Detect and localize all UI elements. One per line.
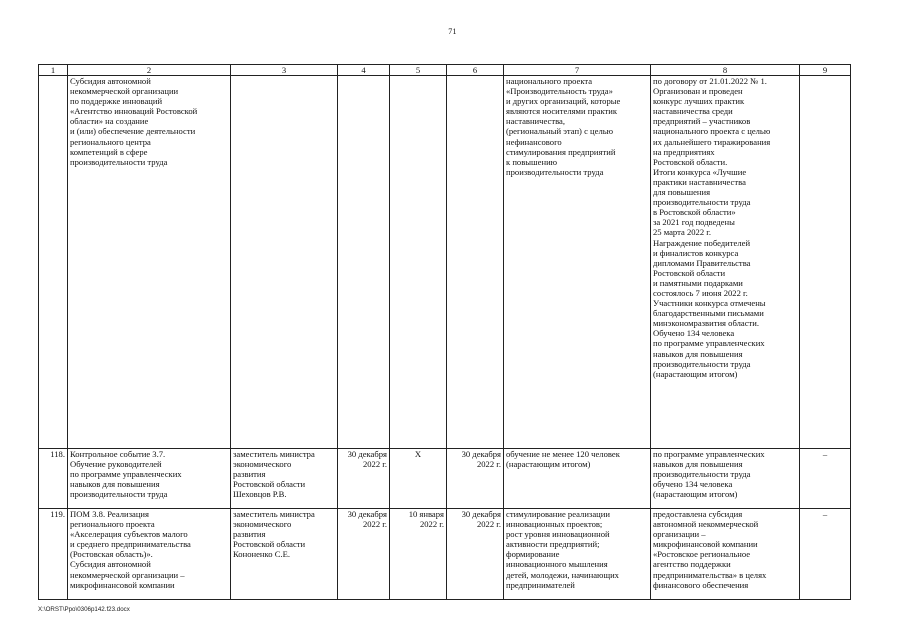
start-date-plan <box>338 76 390 449</box>
note: – <box>800 509 851 600</box>
table-row <box>39 509 851 600</box>
column-header: 5 <box>390 65 447 76</box>
column-header: 2 <box>68 65 231 76</box>
end-date <box>447 76 504 449</box>
responsible-person: заместитель министра экономического развития Ростовской области Кононенко С.Е. <box>231 509 338 600</box>
note: – <box>800 449 851 509</box>
start-date-plan: 30 декабря 2022 г. <box>338 449 390 509</box>
column-number-row <box>39 65 851 76</box>
column-header: 1 <box>39 65 68 76</box>
column-header: 6 <box>447 65 504 76</box>
row-number <box>39 76 68 449</box>
row-number: 118. <box>39 449 68 509</box>
end-date: 30 декабря 2022 г. <box>447 509 504 600</box>
row-number: 119. <box>39 509 68 600</box>
end-date: 30 декабря 2022 г. <box>447 449 504 509</box>
expected-result: обучение не менее 120 человек (нарастающим итогом) <box>504 449 651 509</box>
report-table <box>38 64 851 600</box>
event-name: Субсидия автономной некоммерческой организации по поддержке инноваций «Агентство инноваций Ростовской области» на создание и (или) обеспечение деятельности регионального центра компетенций в сфере производительности труда <box>68 76 231 449</box>
column-header: 3 <box>231 65 338 76</box>
actual-status: по договору от 21.01.2022 № 1. Организован и проведен конкурс лучших практик наставничества среди предприятий – участников национального проекта с целью их дальнейшего тиражирования на предприятиях Ростовской области. Итоги конкурса «Лучшие практики наставничества для повышения производительности труда в Ростовской области» за 2021 год подведены 25 марта 2022 г. Награждение победителей и финалистов конкурса дипломами Правительства Ростовской области и памятными подарками состоялось 7 июня 2022 г. Участники конкурса отмечены благодарственными письмами минэкономразвития области. Обучено 134 человека по программе управленческих навыков для повышения производительности труда (нарастающим итогом) <box>651 76 800 449</box>
actual-status: предоставлена субсидия автономной некоммерческой организации – микрофинансовой компании «Ростовское региональное агентство поддержки предпринимательства» в целях финансового обеспечения <box>651 509 800 600</box>
start-date-fact: Х <box>390 449 447 509</box>
note <box>800 76 851 449</box>
event-name: ПОМ 3.8. Реализация регионального проекта «Акселерация субъектов малого и среднего предпринимательства (Ростовская область)». Субсидия автономной некоммерческой организации – микрофинансовой компании <box>68 509 231 600</box>
expected-result: национального проекта «Производительность труда» и других организаций, которые являются носителями практик наставничества, (региональный этап) с целью нефинансового стимулирования предприятий к повышению производительности труда <box>504 76 651 449</box>
table-row <box>39 76 851 449</box>
file-path-footer: X:\ORST\Ppo\0306p142.f23.docx <box>38 606 130 613</box>
table-row <box>39 449 851 509</box>
actual-status: по программе управленческих навыков для повышения производительности труда обучено 134 человека (нарастающим итогом) <box>651 449 800 509</box>
start-date-fact <box>390 76 447 449</box>
page-number: 71 <box>448 27 457 36</box>
responsible-person <box>231 76 338 449</box>
responsible-person: заместитель министра экономического развития Ростовской области Шеховцов Р.В. <box>231 449 338 509</box>
start-date-plan: 30 декабря 2022 г. <box>338 509 390 600</box>
column-header: 7 <box>504 65 651 76</box>
expected-result: стимулирование реализации инновационных проектов; рост уровня инновационной активности предприятий; формирование инновационного мышления детей, молодежи, начинающих предпринимателей <box>504 509 651 600</box>
event-name: Контрольное событие 3.7. Обучение руководителей по программе управленческих навыков для повышения производительности труда <box>68 449 231 509</box>
column-header: 9 <box>800 65 851 76</box>
column-header: 8 <box>651 65 800 76</box>
column-header: 4 <box>338 65 390 76</box>
start-date-fact: 10 января 2022 г. <box>390 509 447 600</box>
